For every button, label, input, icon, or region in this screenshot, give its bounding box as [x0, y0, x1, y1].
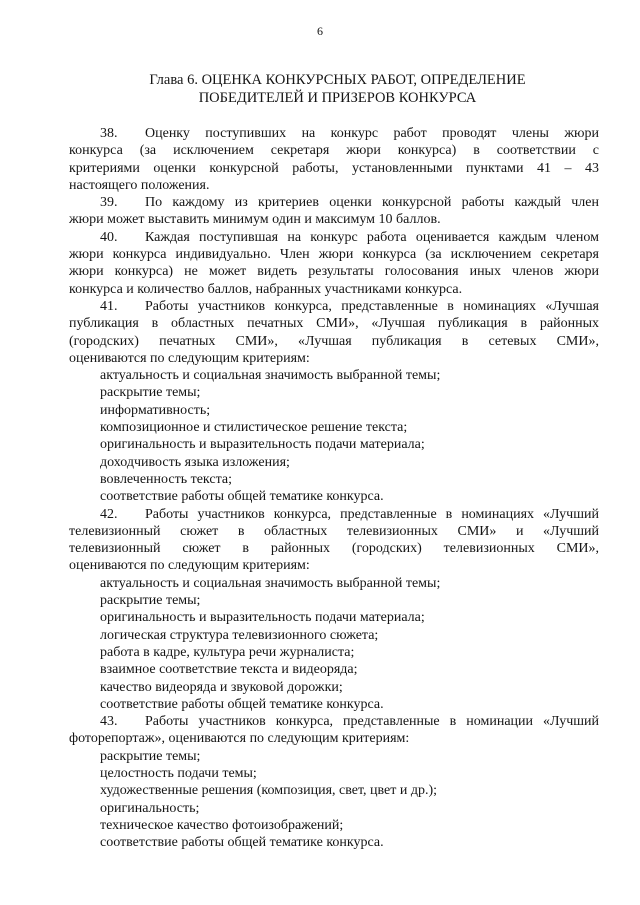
- paragraph-40: [69, 229, 599, 298]
- paragraph-38: [69, 125, 599, 194]
- paragraph-text: По каждому из критериев оценки конкурсной работы каждый член: [145, 195, 599, 211]
- paragraph-text: Каждая поступившая на конкурс работа оценивается каждым членом: [145, 229, 599, 245]
- paragraph-number: 38.: [100, 126, 118, 141]
- criterion-item: раскрытие темы;: [100, 385, 201, 401]
- criterion-item: актуальность и социальная значимость выбранной темы;: [100, 368, 441, 384]
- paragraph-number: 43.: [100, 714, 118, 730]
- document-body: [69, 125, 599, 851]
- paragraph-number: 39.: [100, 195, 118, 211]
- paragraph-line: телевизионный сюжет в районных (городских) телевизионных СМИ»,: [69, 541, 599, 557]
- criterion-item: логическая структура телевизионного сюжета;: [100, 627, 379, 643]
- paragraph-text: Работы участников конкурса, представленные в номинации «Лучший: [145, 714, 599, 730]
- paragraph-number: 41.: [100, 298, 118, 314]
- paragraph-text: Работы участников конкурса, представленные в номинациях «Лучшая: [145, 298, 599, 314]
- chapter-title: [100, 71, 575, 107]
- paragraph-41: [69, 298, 599, 506]
- chapter-title-line: Глава 6. ОЦЕНКА КОНКУРСНЫХ РАБОТ, ОПРЕДЕЛЕНИЕ: [149, 72, 526, 88]
- paragraph-first-line: [69, 506, 599, 523]
- paragraph-line: фоторепортаж», оцениваются по следующим критериям:: [69, 731, 410, 747]
- paragraph-43: [69, 713, 599, 851]
- chapter-title-line: ПОБЕДИТЕЛЕЙ И ПРИЗЕРОВ КОНКУРСА: [198, 90, 477, 106]
- paragraph-first-line: [69, 125, 599, 142]
- criterion-item: художественные решения (композиция, свет, цвет и др.);: [100, 783, 438, 799]
- criterion-item: оригинальность и выразительность подачи материала;: [100, 610, 425, 626]
- paragraph-line: конкурса и количество баллов, набранных участниками конкурса.: [69, 281, 463, 297]
- criterion-item: работа в кадре, культура речи журналиста;: [100, 644, 355, 660]
- paragraph-line: критериями оценки конкурсной работы, установленными пунктами 41 – 43: [69, 160, 599, 176]
- paragraph-42: [69, 506, 599, 714]
- paragraph-line: настоящего положения.: [69, 177, 210, 193]
- paragraph-line: жюри конкурса индивидуально. Член жюри конкурса (за исключением секретаря: [69, 247, 599, 263]
- paragraph-line: жюри конкурса) не может видеть результаты голосования иных членов жюри: [69, 264, 599, 280]
- criterion-item: актуальность и социальная значимость выбранной темы;: [100, 575, 441, 591]
- paragraph-text: Оценку поступивших на конкурс работ проводят члены жюри: [145, 126, 599, 141]
- criterion-item: раскрытие темы;: [100, 593, 201, 609]
- paragraph-number: 40.: [100, 229, 118, 245]
- criterion-item: взаимное соответствие текста и видеоряда;: [100, 662, 358, 678]
- paragraph-line: оцениваются по следующим критериям:: [69, 558, 310, 574]
- criterion-item: соответствие работы общей тематике конкурса.: [100, 696, 384, 712]
- criterion-item: техническое качество фотоизображений;: [100, 817, 344, 833]
- paragraph-number: 42.: [100, 506, 118, 522]
- criterion-item: качество видеоряда и звуковой дорожки;: [100, 679, 343, 695]
- criterion-item: оригинальность и выразительность подачи материала;: [100, 437, 425, 453]
- page-number: 6: [317, 24, 323, 38]
- paragraph-line: (городских) печатных СМИ», «Лучшая публикация в сетевых СМИ»,: [69, 333, 599, 349]
- paragraph-line: оцениваются по следующим критериям:: [69, 350, 310, 366]
- criterion-item: соответствие работы общей тематике конкурса.: [100, 489, 384, 505]
- criterion-item: оригинальность;: [100, 800, 200, 816]
- paragraph-first-line: [69, 298, 599, 315]
- criterion-item: соответствие работы общей тематике конкурса.: [100, 835, 384, 851]
- paragraph-line: публикация в областных печатных СМИ», «Лучшая публикация в районных: [69, 316, 599, 332]
- criterion-item: информативность;: [100, 402, 211, 418]
- paragraph-39: [69, 194, 599, 229]
- criterion-item: доходчивость языка изложения;: [100, 454, 290, 470]
- paragraph-line: конкурса (за исключением секретаря жюри конкурса) в соответствии с: [69, 143, 599, 159]
- paragraph-text: Работы участников конкурса, представленные в номинациях «Лучший: [145, 506, 599, 522]
- paragraph-line: жюри может выставить минимум один и максимум 10 баллов.: [69, 212, 441, 228]
- criterion-item: раскрытие темы;: [100, 748, 201, 764]
- criterion-item: композиционное и стилистическое решение текста;: [100, 420, 408, 436]
- paragraph-first-line: [69, 194, 599, 211]
- criterion-item: вовлеченность текста;: [100, 471, 232, 487]
- paragraph-first-line: [69, 229, 599, 246]
- paragraph-first-line: [69, 713, 599, 730]
- paragraph-line: телевизионный сюжет в областных телевизионных СМИ» и «Лучший: [69, 523, 599, 539]
- criterion-item: целостность подачи темы;: [100, 765, 257, 781]
